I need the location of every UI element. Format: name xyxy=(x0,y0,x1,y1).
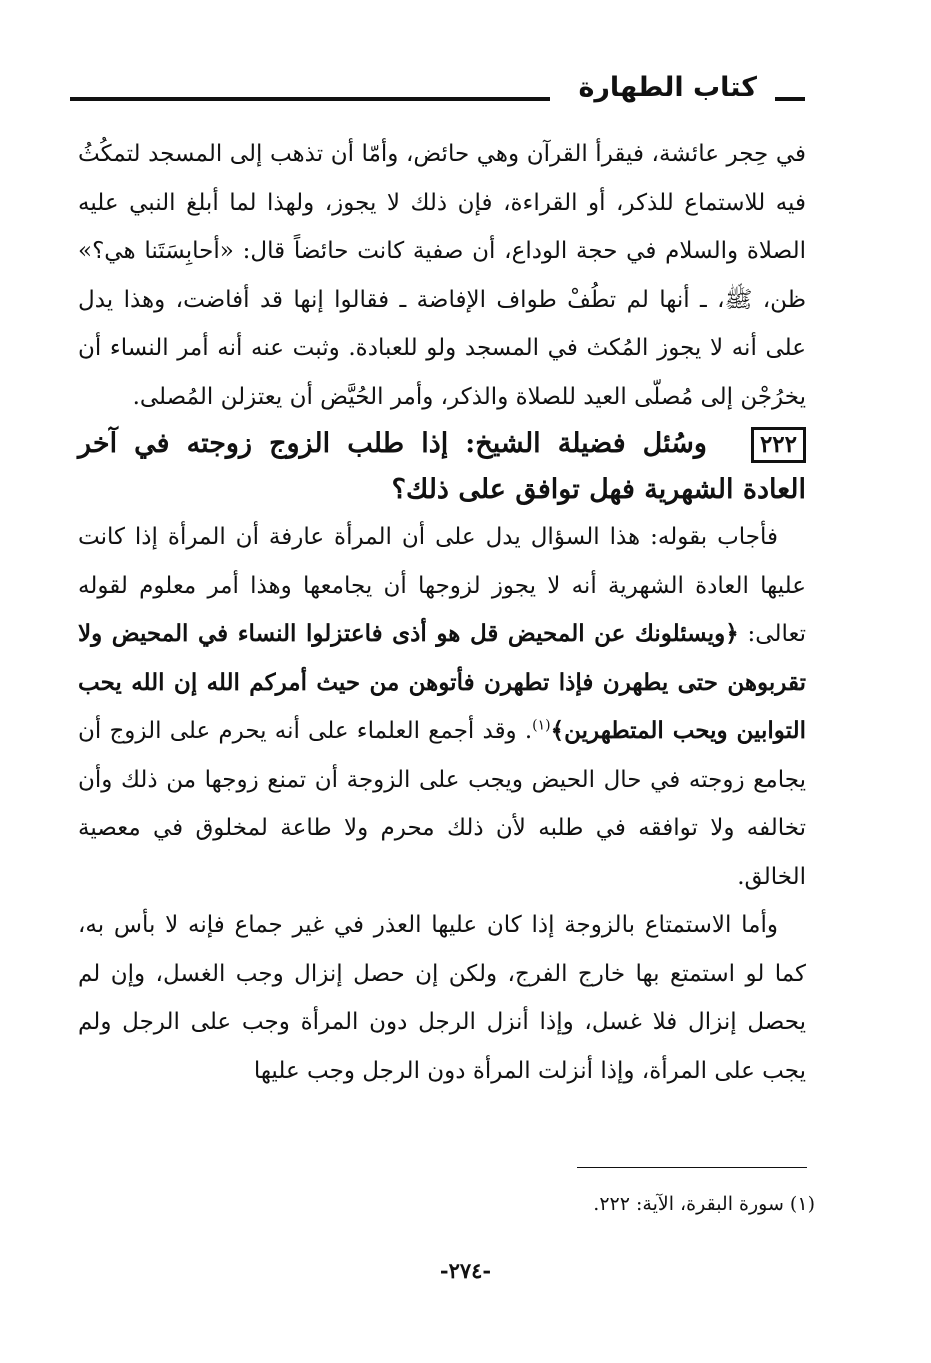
question-number-box: ٢٢٢ xyxy=(751,427,806,463)
quran-verse: ﴿ويسئلونك عن المحيض قل هو أذى فاعتزلوا النساء في المحيض ولا تقربوهن حتى يطهرن فإذا تطهرن فأتوهن من حيث أمركم الله إن الله يحب التوابين ويحب المتطهرين﴾ xyxy=(78,620,806,744)
answer-intro: فأجاب بقوله: هذا السؤال يدل على أن المرأة عارفة أن المرأة إذا كانت عليها العادة الشهرية أنه لا يجوز لزوجها أن يجامعها وهذا أمر معلوم لقوله تعالى: xyxy=(78,524,806,647)
paragraph-1: في حِجر عائشة، فيقرأ القرآن وهي حائض، وأمّا أن تذهب إلى المسجد لتمكُثُ فيه للاستماع للذكر، أو القراءة، فإن ذلك لا يجوز، ولهذا لما أبلغ النبي عليه الصلاة والسلام في حجة الوداع، أن صفية كانت حائضاً قال: «أحابِسَتَنا هي؟» ظن، ﷺ، ـ أنها لم تطُفْ طواف الإفاضة ـ فقالوا إنها قد أفاضت، وهذا يدل على أنه لا يجوز المُكث في المسجد ولو للعبادة. وثبت عنه أنه أمر النساء أن يخرُجْن إلى مُصلّى العيد للصلاة والذكر، وأمر الحُيَّض أن يعتزلن المُصلى. xyxy=(78,141,807,410)
chapter-title: كتاب الطهارة xyxy=(578,72,757,103)
question-heading xyxy=(78,421,806,513)
question-text: وسُئل فضيلة الشيخ: إذا طلب الزوج زوجته في آخر العادة الشهرية فهل توافق على ذلك؟ xyxy=(78,428,806,505)
answer-paragraph xyxy=(78,513,806,901)
answer-continuation: . وقد أجمع العلماء على أنه يحرم على الزوج أن يجامع زوجته في حال الحيض ويجب على الزوجة أن تمنع زوجها من ذلك وأن تخالفه ولا توافقه في طلبه لأن ذلك محرم ولا طاعة لمخلوق في معصية الخالق. xyxy=(78,718,806,890)
paragraph-3: وأما الاستمتاع بالزوجة إذا كان عليها العذر في غير جماع فإنه لا بأس به، كما لو استمتع بها خارج الفرج، ولكن إن حصل إنزال وجب الغسل، وإن لم يحصل إنزال فلا غسل، وإذا أنزل الرجل دون المرأة وجب على الرجل ولم يجب على المرأة، وإذا أنزلت المرأة دون الرجل وجب عليها xyxy=(78,912,806,1084)
footnote: (١) سورة البقرة، الآية: ٢٢٢. xyxy=(593,1193,815,1215)
footnote-separator xyxy=(577,1167,807,1168)
page-number: -٢٧٤- xyxy=(439,1258,492,1283)
header-rule-right xyxy=(775,97,805,101)
header-rule-left xyxy=(70,97,550,101)
running-header xyxy=(70,70,805,110)
main-text xyxy=(78,130,806,1095)
footnote-reference: (١) xyxy=(532,717,551,734)
